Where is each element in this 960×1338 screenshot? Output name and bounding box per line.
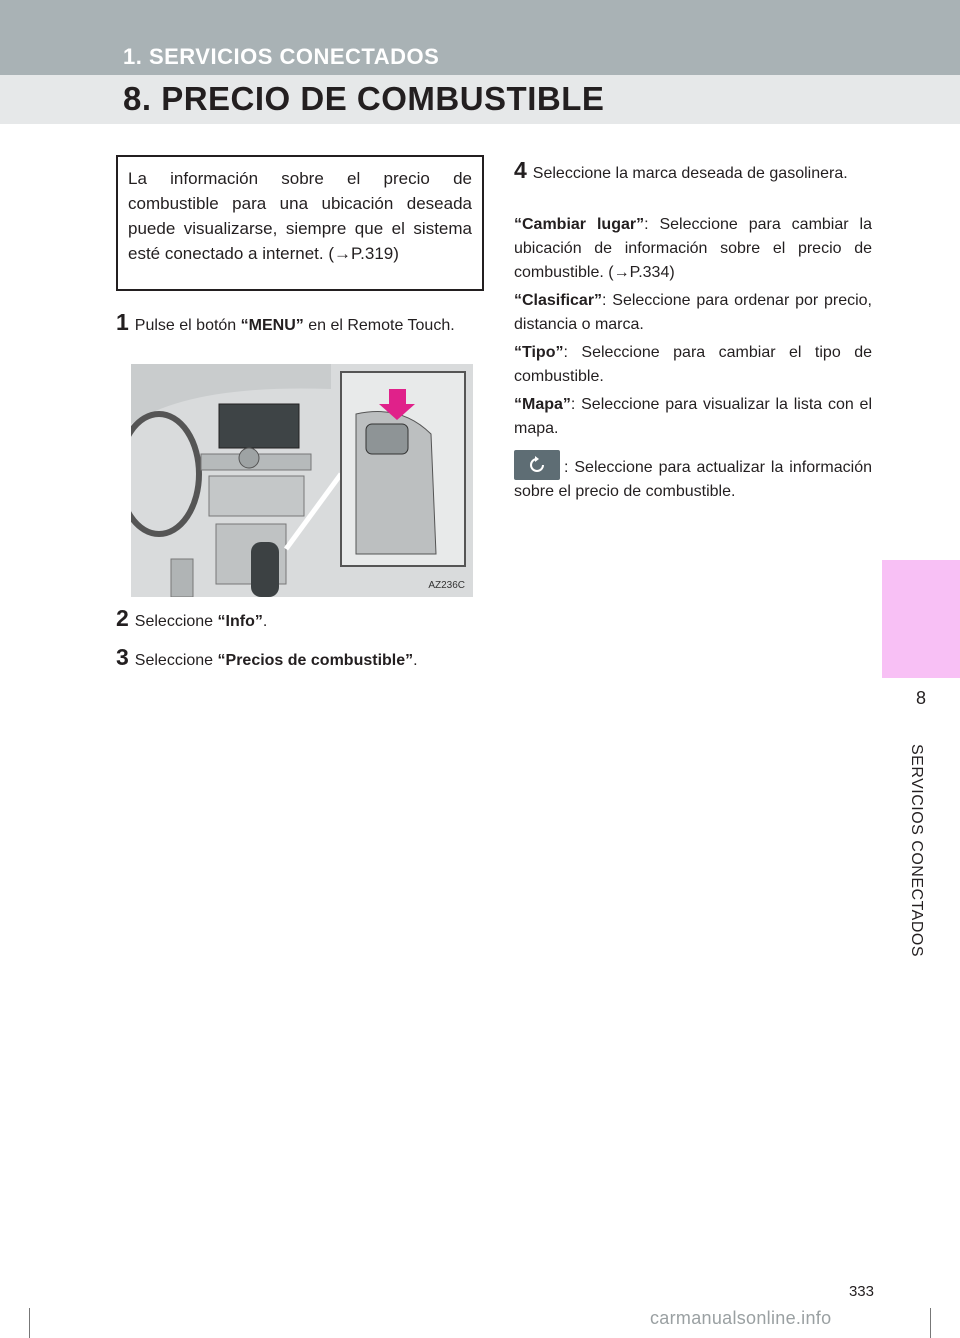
section-title: 1. SERVICIOS CONECTADOS (123, 44, 440, 69)
step-bold: “Info” (217, 613, 263, 630)
definition-cambiar-lugar (514, 213, 872, 285)
step-number: 3 (116, 644, 129, 670)
dashboard-drawing (131, 364, 473, 597)
definition-text: : Seleccione para cambiar la ubicación de información sobre el precio de combustible. (→P.334) (514, 216, 872, 281)
refresh-description: : Seleccione para actualizar la información sobre el precio de combustible. (514, 459, 872, 500)
step-1 (116, 310, 484, 338)
step-text: Seleccione (134, 652, 218, 669)
definition-mapa (514, 393, 872, 441)
step-text-post: . (413, 652, 418, 669)
definition-term: “Tipo” (514, 344, 564, 361)
step-number: 4 (514, 157, 527, 183)
step-bold: “MENU” (240, 317, 304, 334)
step-4 (514, 158, 872, 186)
chapter-number: 8 (915, 688, 926, 708)
definition-text: : Seleccione para visualizar la lista con el mapa. (514, 396, 872, 437)
definition-clasificar (514, 289, 872, 337)
chapter-tab (882, 560, 960, 678)
step-2 (116, 606, 484, 634)
definition-text: : Seleccione para cambiar el tipo de combustible. (514, 344, 872, 385)
step-text: Pulse el botón (134, 317, 241, 334)
console-illustration (131, 364, 473, 597)
crop-mark-right (930, 1308, 931, 1338)
step-text: Seleccione (134, 613, 218, 630)
step-3 (116, 645, 484, 673)
step-text: Seleccione la marca deseada de gasolinera. (532, 165, 848, 182)
watermark: carmanualsonline.info (650, 1308, 832, 1328)
step-text-post: . (262, 613, 268, 630)
definition-text: : Seleccione para ordenar por precio, distancia o marca. (514, 292, 872, 333)
intro-box: La información sobre el precio de combustible para una ubicación deseada puede visualizarse, siempre que el sistema esté conectado a internet. (→P.319) (116, 155, 484, 291)
step-text-post: en el Remote Touch. (303, 317, 455, 334)
definition-term: “Mapa” (514, 396, 571, 413)
definition-tipo (514, 341, 872, 389)
page-title: 8. PRECIO DE COMBUSTIBLE (123, 80, 605, 117)
step-number: 2 (116, 605, 129, 631)
page-number: 333 (848, 1283, 874, 1300)
chapter-label: SERVICIOS CONECTADOS (908, 744, 925, 957)
crop-mark-left (29, 1308, 30, 1338)
step-number: 1 (116, 309, 129, 335)
definition-term: “Clasificar” (514, 292, 603, 309)
definition-term: “Cambiar lugar” (514, 216, 645, 233)
illustration-code: AZ236C (428, 580, 465, 591)
step-bold: “Precios de combustible” (217, 652, 414, 669)
